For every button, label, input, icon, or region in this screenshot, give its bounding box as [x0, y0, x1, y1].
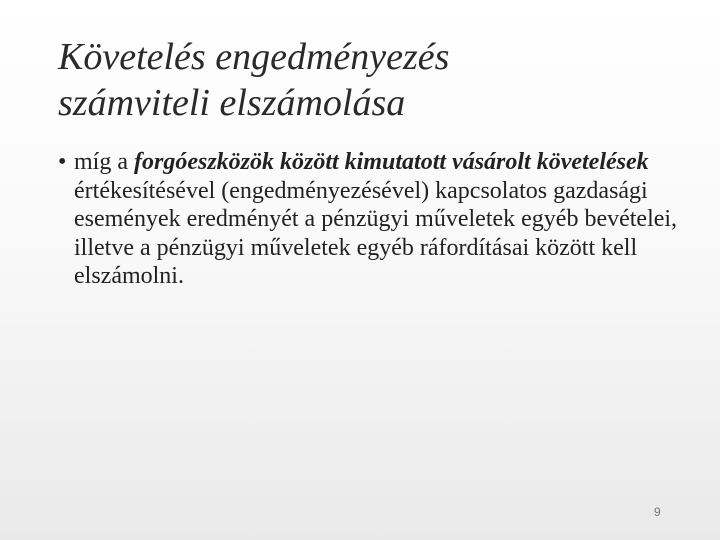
bullet-marker: •	[58, 149, 67, 175]
bullet-item	[58, 148, 678, 291]
title-line-2: számviteli elszámolása	[58, 82, 406, 124]
page-number: 9	[654, 505, 661, 519]
bullet-text-before: míg a	[74, 149, 134, 175]
title-line-1: Követelés engedményezés	[58, 36, 450, 78]
slide-body	[58, 148, 678, 291]
bullet-emphasis: forgóeszközök között kimutatott vásárolt követelések	[134, 149, 649, 175]
slide-title	[58, 34, 678, 126]
bullet-text-after: értékesítésével (engedményezésével) kapcsolatos gazdasági események eredményét a pénzügyi műveletek egyéb bevételei, illetve a pénzügyi műveletek egyéb ráfordításai között kell elszámolni.	[74, 177, 678, 289]
